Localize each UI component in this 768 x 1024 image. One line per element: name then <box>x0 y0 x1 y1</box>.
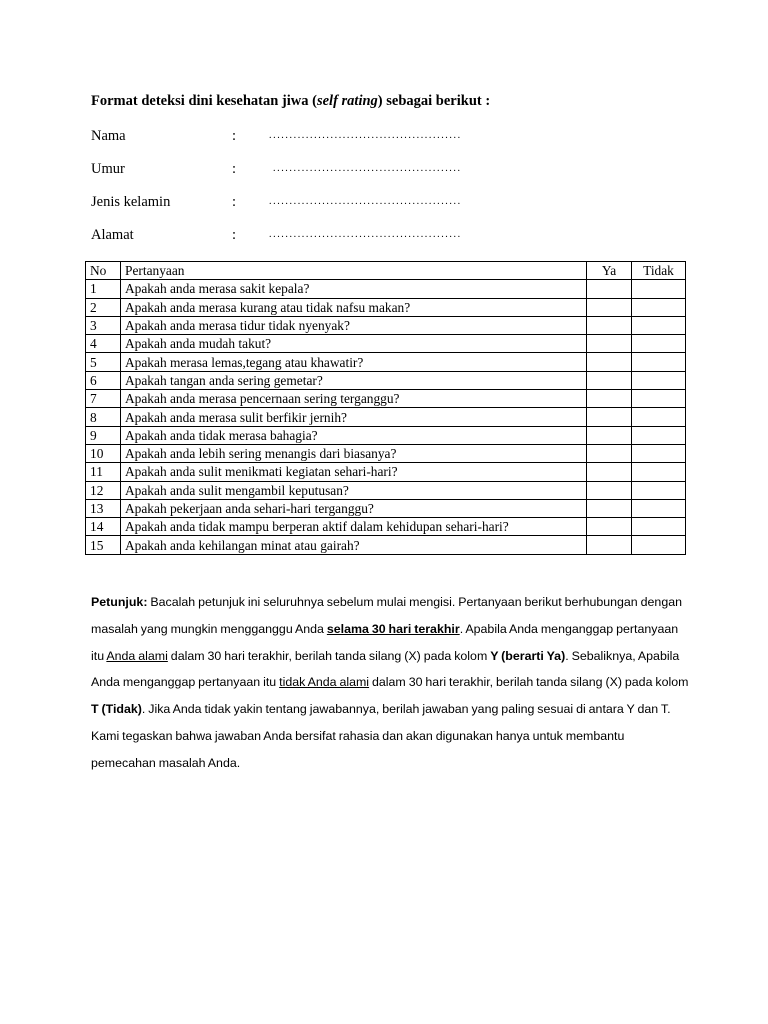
row-number: 15 <box>86 536 121 554</box>
field-label: Jenis kelamin <box>91 194 171 210</box>
title-italic: self rating <box>316 93 378 109</box>
table-row <box>86 316 686 334</box>
row-number: 2 <box>86 298 121 316</box>
table-row <box>86 536 686 554</box>
answer-yes-cell[interactable] <box>587 316 632 334</box>
answer-yes-cell[interactable] <box>587 371 632 389</box>
field-dots[interactable]: ............................................... <box>269 196 462 207</box>
row-question: Apakah anda tidak merasa bahagia? <box>121 426 587 444</box>
table-row <box>86 353 686 371</box>
table-row <box>86 444 686 462</box>
row-question: Apakah anda sulit menikmati kegiatan sehari-hari? <box>121 463 587 481</box>
field-colon: : <box>232 128 237 144</box>
instructions-text: . Apabila Anda menganggap pertanyaan itu <box>91 621 679 663</box>
instructions-label: Petunjuk: <box>91 595 148 609</box>
answer-yes-cell[interactable] <box>587 481 632 499</box>
answer-no-cell[interactable] <box>632 536 686 554</box>
answer-no-cell[interactable] <box>632 499 686 517</box>
answer-no-cell[interactable] <box>632 280 686 298</box>
answer-yes-cell[interactable] <box>587 408 632 426</box>
answer-no-cell[interactable] <box>632 463 686 481</box>
answer-yes-cell[interactable] <box>587 463 632 481</box>
table-row <box>86 426 686 444</box>
page-title <box>91 93 490 110</box>
answer-no-cell[interactable] <box>632 408 686 426</box>
answer-yes-cell[interactable] <box>587 518 632 536</box>
row-question: Apakah anda lebih sering menangis dari biasanya? <box>121 444 587 462</box>
answer-no-cell[interactable] <box>632 518 686 536</box>
instructions-experienced: Anda alami <box>106 648 168 663</box>
header-question: Pertanyaan <box>121 262 587 280</box>
answer-yes-cell[interactable] <box>587 444 632 462</box>
table-row <box>86 371 686 389</box>
table-header-row <box>86 262 686 280</box>
field-dots[interactable]: .............................................. <box>273 163 462 174</box>
instructions-text: dalam 30 hari terakhir, berilah tanda silang (X) pada kolom <box>369 675 689 690</box>
answer-no-cell[interactable] <box>632 481 686 499</box>
row-number: 12 <box>86 481 121 499</box>
table-row <box>86 390 686 408</box>
row-number: 11 <box>86 463 121 481</box>
row-number: 9 <box>86 426 121 444</box>
row-question: Apakah anda merasa sakit kepala? <box>121 280 587 298</box>
title-part1: Format deteksi dini kesehatan jiwa ( <box>91 93 317 109</box>
instructions-t-column: T (Tidak) <box>91 702 142 717</box>
title-part2: ) sebagai berikut : <box>377 93 491 109</box>
row-question: Apakah merasa lemas,tegang atau khawatir? <box>121 353 587 371</box>
table-row <box>86 499 686 517</box>
questionnaire-table <box>85 261 686 555</box>
row-question: Apakah anda merasa kurang atau tidak nafsu makan? <box>121 298 587 316</box>
answer-no-cell[interactable] <box>632 298 686 316</box>
row-number: 10 <box>86 444 121 462</box>
answer-no-cell[interactable] <box>632 371 686 389</box>
row-number: 4 <box>86 335 121 353</box>
answer-no-cell[interactable] <box>632 444 686 462</box>
row-question: Apakah tangan anda sering gemetar? <box>121 371 587 389</box>
answer-yes-cell[interactable] <box>587 536 632 554</box>
table-row <box>86 518 686 536</box>
row-question: Apakah anda sulit mengambil keputusan? <box>121 481 587 499</box>
table-row <box>86 280 686 298</box>
answer-yes-cell[interactable] <box>587 499 632 517</box>
table-row <box>86 408 686 426</box>
row-question: Apakah pekerjaan anda sehari-hari terganggu? <box>121 499 587 517</box>
row-question: Apakah anda tidak mampu berperan aktif dalam kehidupan sehari-hari? <box>121 518 587 536</box>
answer-no-cell[interactable] <box>632 335 686 353</box>
field-colon: : <box>232 161 237 177</box>
instructions-y-column: Y (berarti Ya) <box>490 648 566 663</box>
instructions <box>91 589 691 777</box>
answer-yes-cell[interactable] <box>587 280 632 298</box>
answer-yes-cell[interactable] <box>587 353 632 371</box>
field-dots[interactable]: ............................................... <box>269 130 462 141</box>
table-row <box>86 463 686 481</box>
table-row <box>86 298 686 316</box>
instructions-text: . Jika Anda tidak yakin tentang jawabannya, berilah jawaban yang paling sesuai di antara Y dan T. Kami tegaskan bahwa jawaban Anda bersifat rahasia dan akan digunakan hanya untuk membantu pemecahan masalah Anda. <box>91 702 671 770</box>
header-no-answer: Tidak <box>632 262 686 280</box>
row-question: Apakah anda merasa sulit berfikir jernih? <box>121 408 587 426</box>
answer-yes-cell[interactable] <box>587 390 632 408</box>
row-number: 1 <box>86 280 121 298</box>
field-colon: : <box>232 227 237 243</box>
field-label: Alamat <box>91 227 134 243</box>
header-no: No <box>86 262 121 280</box>
row-question: Apakah anda merasa pencernaan sering terganggu? <box>121 390 587 408</box>
field-dots[interactable]: ............................................... <box>269 229 462 240</box>
row-number: 7 <box>86 390 121 408</box>
row-number: 8 <box>86 408 121 426</box>
instructions-text: . Sebaliknya, Apabila Anda menganggap pertanyaan itu <box>91 648 680 690</box>
answer-yes-cell[interactable] <box>587 298 632 316</box>
instructions-text: Bacalah petunjuk ini seluruhnya sebelum mulai mengisi. Pertanyaan berikut berhubungan dengan masalah yang mungkin mengganggu Anda <box>91 595 682 636</box>
table-row <box>86 481 686 499</box>
answer-no-cell[interactable] <box>632 390 686 408</box>
field-label: Nama <box>91 128 126 144</box>
table-row <box>86 335 686 353</box>
row-question: Apakah anda mudah takut? <box>121 335 587 353</box>
row-question: Apakah anda merasa tidur tidak nyenyak? <box>121 316 587 334</box>
instructions-text: dalam 30 hari terakhir, berilah tanda silang (X) pada kolom <box>167 648 491 663</box>
row-number: 13 <box>86 499 121 517</box>
field-colon: : <box>232 194 237 210</box>
answer-no-cell[interactable] <box>632 316 686 334</box>
row-number: 14 <box>86 518 121 536</box>
row-number: 5 <box>86 353 121 371</box>
instructions-not-experienced: tidak Anda alami <box>279 675 370 690</box>
row-number: 3 <box>86 316 121 334</box>
answer-no-cell[interactable] <box>632 353 686 371</box>
answer-yes-cell[interactable] <box>587 335 632 353</box>
field-label: Umur <box>91 161 125 177</box>
instructions-period: selama 30 hari terakhir <box>326 621 460 636</box>
row-number: 6 <box>86 371 121 389</box>
row-question: Apakah anda kehilangan minat atau gairah? <box>121 536 587 554</box>
header-yes: Ya <box>587 262 632 280</box>
answer-yes-cell[interactable] <box>587 426 632 444</box>
answer-no-cell[interactable] <box>632 426 686 444</box>
